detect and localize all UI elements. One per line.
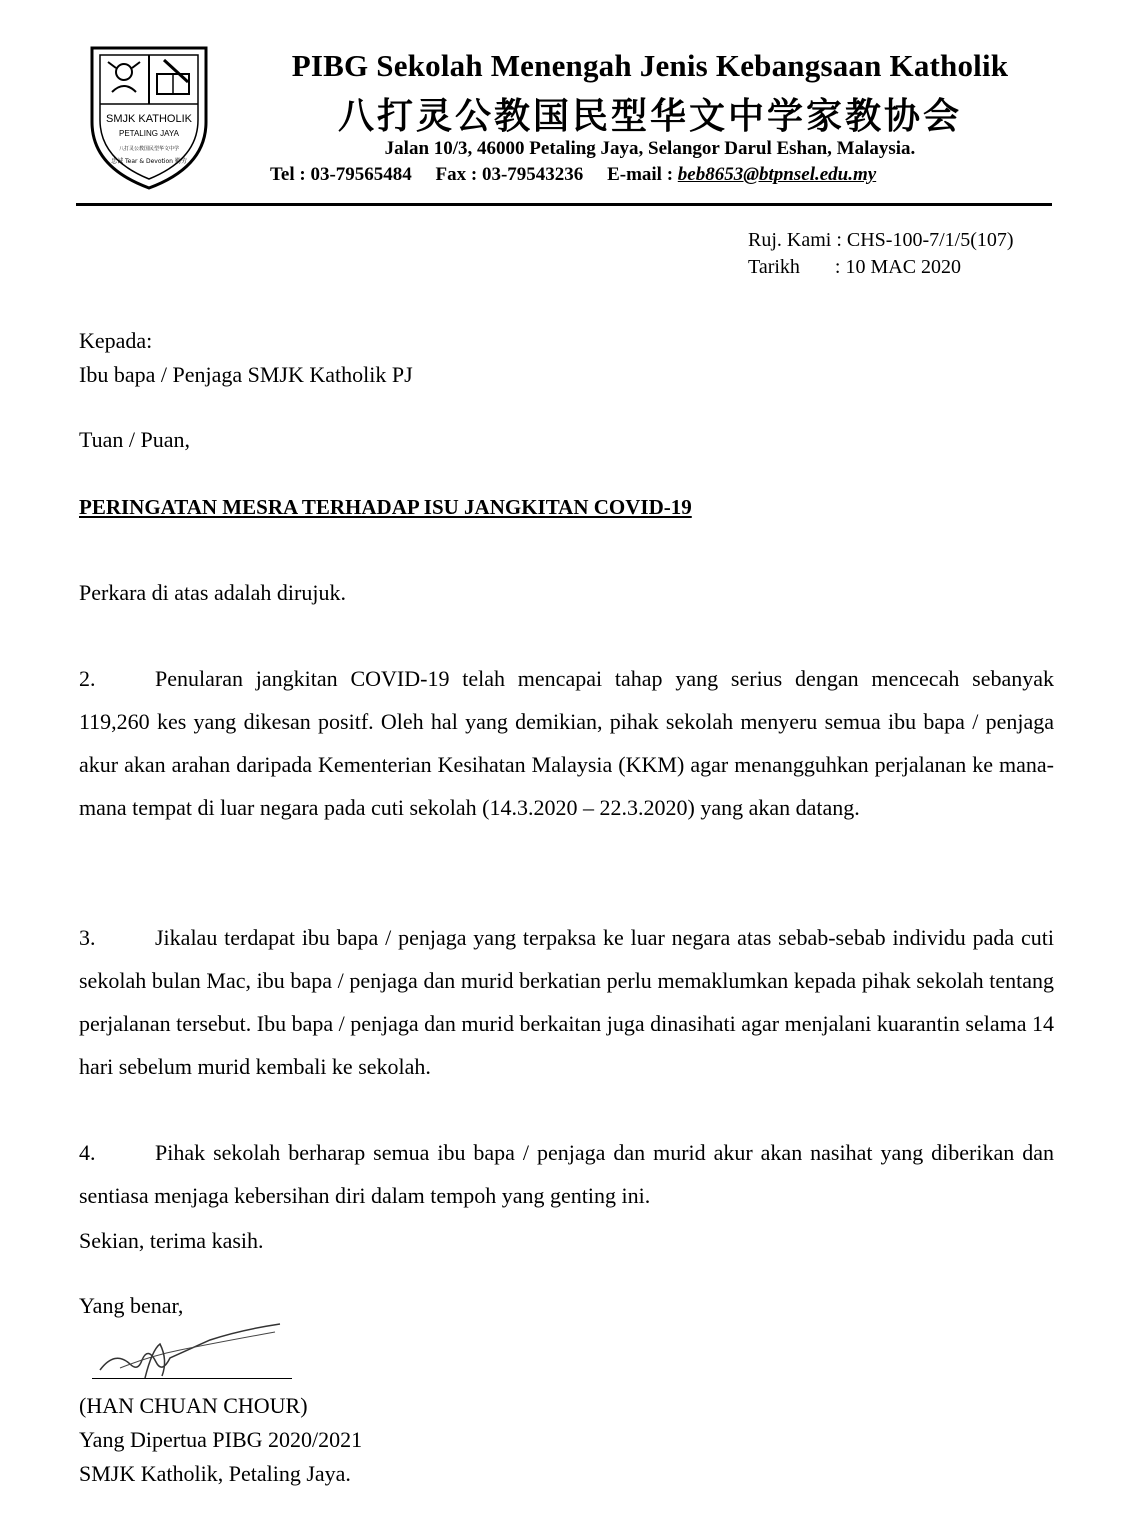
paragraph-number: 3. <box>79 925 96 950</box>
letter-subject: PERINGATAN MESRA TERHADAP ISU JANGKITAN COVID-19 <box>79 495 692 519</box>
paragraph-text: Jikalau terdapat ibu bapa / penjaga yang terpaksa ke luar negara atas sebab-sebab individu pada cuti sekolah bulan Mac, ibu bapa / penjaga dan murid berkatian perlu memaklumkan kepada pihak sekolah tentang perjalanan tersebut. Ibu bapa / penjaga dan murid berkaitan juga dinasihati agar menjalani kuarantin selama 14 hari sebelum murid kembali ke sekolah. <box>79 925 1054 1079</box>
paragraph-number: 2. <box>79 666 96 691</box>
paragraph-text: Penularan jangkitan COVID-19 telah mencapai tahap yang serius dengan mencecah sebanyak 119,260 kes yang dikesan positf. Oleh hal yang demikian, pihak sekolah menyeru semua ibu bapa / penjaga akur akan arahan daripada Kementerian Kesihatan Malaysia (KKM) agar menangguhkan perjalanan ke mana-mana tempat di luar negara pada cuti sekolah (14.3.2020 – 22.3.2020) yang akan datang. <box>79 666 1054 820</box>
crest-flower-icon <box>108 62 140 92</box>
paragraph-2 <box>79 657 1054 829</box>
svg-text:忠诚 Tear & Devotion 勤劳: 忠诚 Tear & Devotion 勤劳 <box>111 158 187 165</box>
letterhead-title: PIBG Sekolah Menengah Jenis Kebangsaan Katholik <box>291 48 1009 83</box>
letterhead-email-label: E-mail : <box>607 164 678 185</box>
svg-text:八打灵公教国民型华文中学: 八打灵公教国民型华文中学 <box>118 146 180 152</box>
crest-book-quill-icon <box>157 60 189 94</box>
reference-date: Tarikh : 10 MAC 2020 <box>748 256 962 278</box>
letterhead-address: Jalan 10/3, 46000 Petaling Jaya, Selangor Darul Eshan, Malaysia. <box>384 138 916 159</box>
salutation: Tuan / Puan, <box>79 427 191 452</box>
svg-text:PETALING JAYA: PETALING JAYA <box>118 129 180 138</box>
letterhead-fax: Fax : 03-79543236 <box>435 164 584 185</box>
signature-line <box>92 1378 292 1379</box>
handwritten-signature <box>90 1320 290 1382</box>
sign-off: Yang benar, <box>79 1293 184 1318</box>
intro-line: Perkara di atas adalah dirujuk. <box>79 580 346 605</box>
paragraph-3 <box>79 916 1054 1088</box>
letterhead-email-link[interactable]: beb8653@btpnsel.edu.my <box>677 164 877 185</box>
paragraph-text: Pihak sekolah berharap semua ibu bapa / penjaga dan murid akur akan nasihat yang diberikan dan sentiasa menjaga kebersihan diri dalam tempoh yang genting ini. <box>79 1140 1054 1208</box>
reference-number: Ruj. Kami : CHS-100-7/1/5(107) <box>748 229 1014 251</box>
paragraph-4 <box>79 1131 1054 1217</box>
svg-text:SMJK KATHOLIK: SMJK KATHOLIK <box>106 113 192 125</box>
signatory-name: (HAN CHUAN CHOUR) <box>79 1393 308 1418</box>
letterhead-contact <box>270 164 1030 186</box>
recipient-label: Kepada: <box>79 328 153 353</box>
paragraph-number: 4. <box>79 1140 96 1165</box>
letterhead-tel: Tel : 03-79565484 <box>270 164 412 185</box>
recipient-name: Ibu bapa / Penjaga SMJK Katholik PJ <box>79 362 413 387</box>
school-crest-logo <box>84 42 214 192</box>
letterhead-divider <box>76 203 1052 206</box>
signatory-school: SMJK Katholik, Petaling Jaya. <box>79 1461 351 1486</box>
signatory-position: Yang Dipertua PIBG 2020/2021 <box>79 1427 363 1452</box>
closing-line: Sekian, terima kasih. <box>79 1228 264 1253</box>
letterhead-chinese-title: 八打灵公教国民型华文中学家教协会 <box>337 96 962 137</box>
